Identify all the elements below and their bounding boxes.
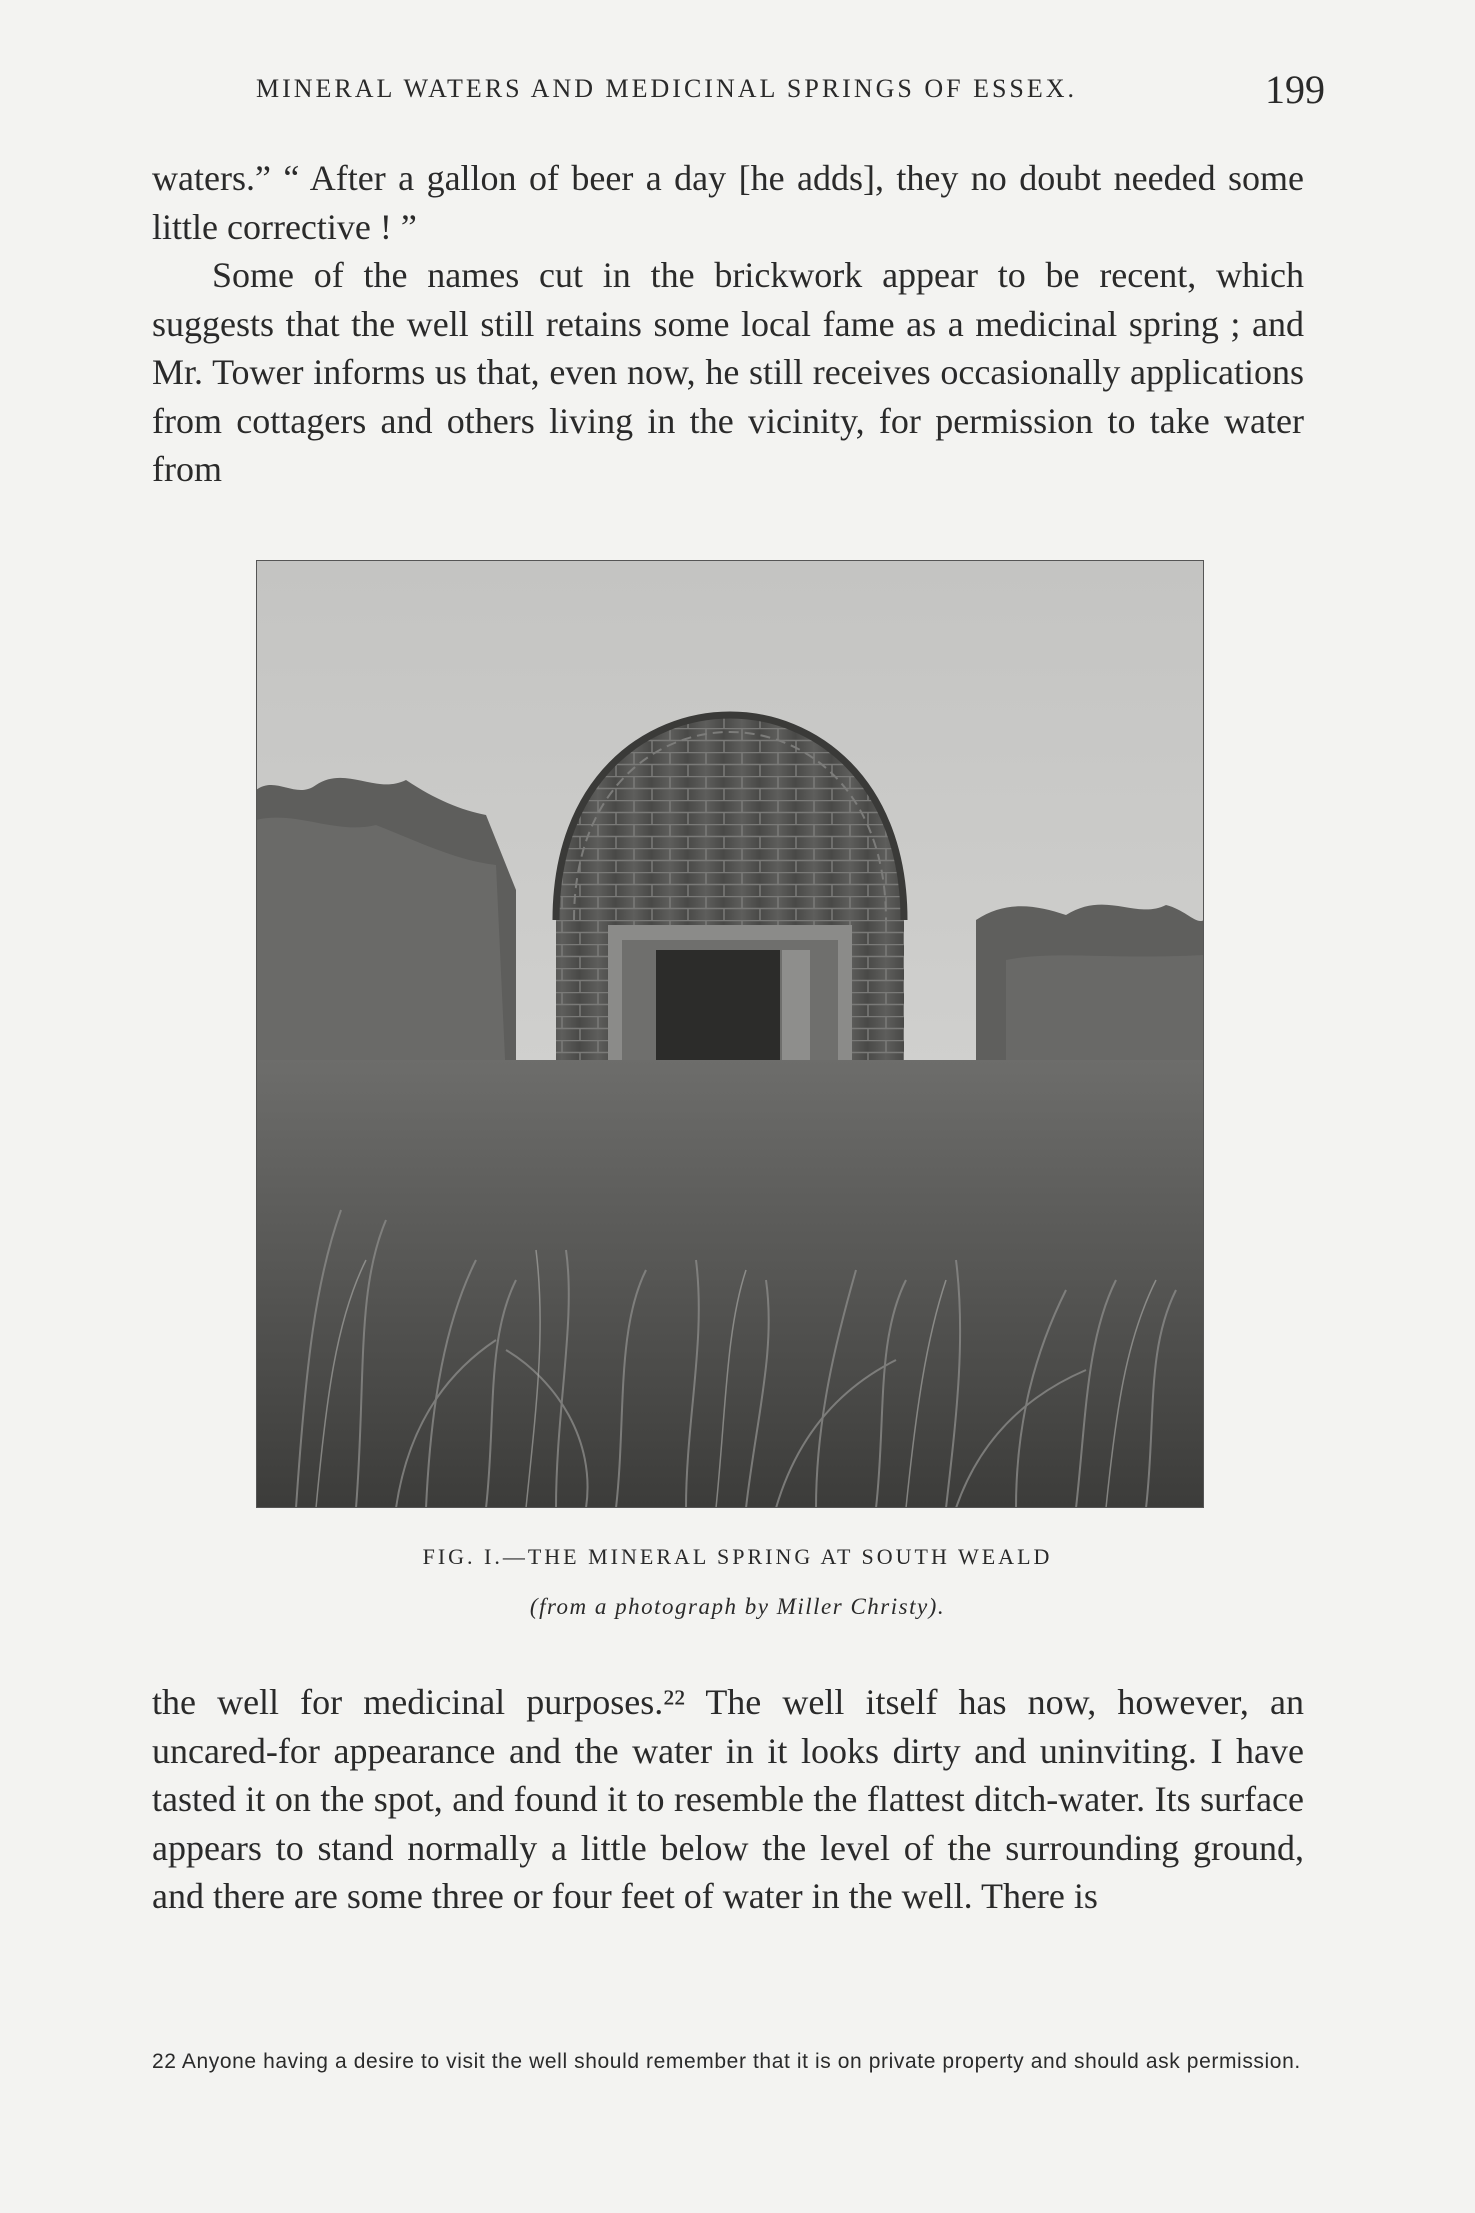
paragraph: the well for medicinal purposes.²² The well itself has now, however, an uncared-for appearance and the water in it looks dirty and uninviting. I have tasted it on the spot, and found it to resemble the flattest ditch-water. Its surface appears to stand normally a little below the level of the surrounding ground, and there are some three or four feet of water in the well. There is — [152, 1682, 1304, 1916]
brick-well-house — [556, 715, 904, 1100]
body-text-top — [152, 154, 1304, 494]
running-title: MINERAL WATERS AND MEDICINAL SPRINGS OF ESSEX. — [256, 74, 1078, 103]
paragraph: Some of the names cut in the brickwork appear to be recent, which suggests that the well still retains some local fame as a medicinal spring ; and Mr. Tower informs us that, even now, he still receives occasionally applications from cottagers and others living in the vicinity, for permission to take water from — [152, 255, 1304, 489]
photograph-image — [256, 560, 1204, 1508]
figure-caption: FIG. I.—THE MINERAL SPRING AT SOUTH WEALD — [422, 1544, 1053, 1569]
page-number: 199 — [1265, 67, 1325, 112]
figure-credit: (from a photograph by Miller Christy). — [529, 1594, 946, 1619]
paragraph: waters.” “ After a gallon of beer a day [he adds], they no doubt needed some little corrective ! ” — [152, 158, 1304, 247]
grass — [256, 1060, 1204, 1508]
mineral-spring-photograph — [256, 560, 1204, 1508]
body-text-bottom — [152, 1678, 1304, 1921]
footnote: 22 Anyone having a desire to visit the well should remember that it is on private property and should ask permission. — [152, 2050, 1301, 2073]
running-head — [150, 67, 1325, 114]
